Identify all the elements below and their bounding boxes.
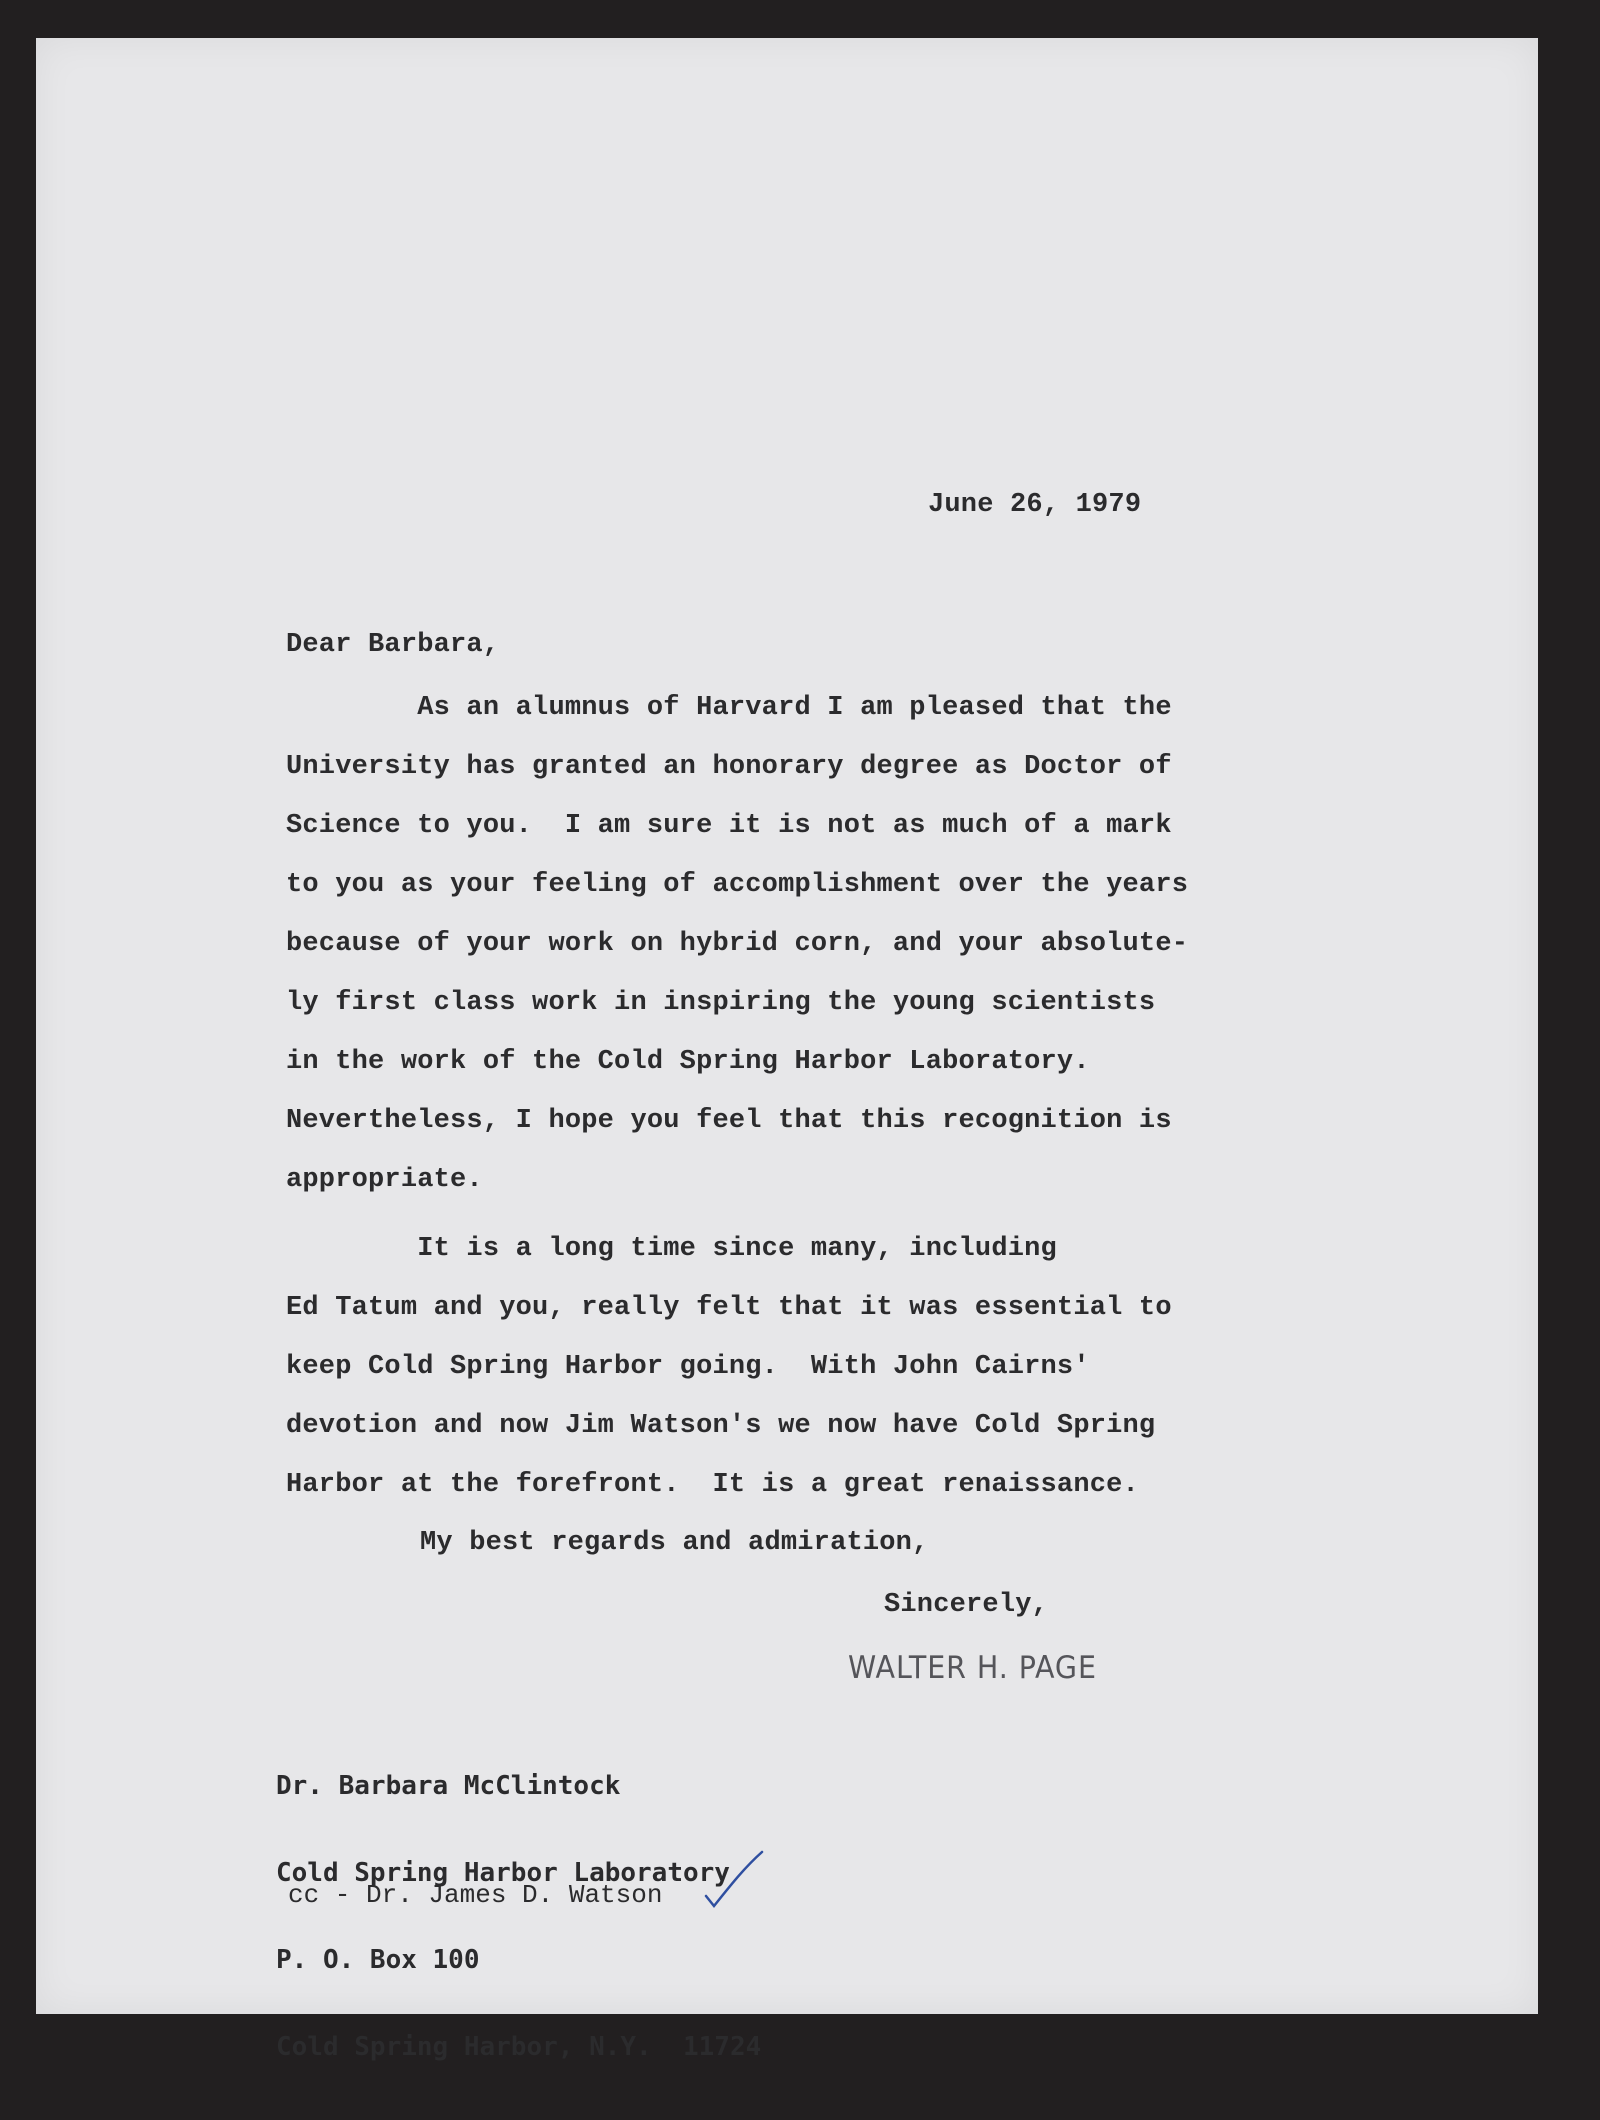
salutation: Dear Barbara, [286, 630, 500, 660]
cc-line: cc - Dr. James D. Watson [288, 1880, 663, 1910]
address-city: Cold Spring Harbor, N.Y. 11724 [276, 2032, 762, 2062]
body-line: appropriate. [286, 1165, 483, 1195]
recipient-address [276, 1714, 761, 2120]
checkmark-icon [700, 1846, 770, 1916]
address-org: Cold Spring Harbor Laboratory [276, 1858, 730, 1888]
body-line: Nevertheless, I hope you feel that this recognition is [286, 1106, 1172, 1136]
address-name: Dr. Barbara McClintock [276, 1771, 621, 1801]
body-line: Science to you. I am sure it is not as much of a mark [286, 811, 1172, 841]
regards-line: My best regards and admiration, [420, 1528, 929, 1558]
address-box: P. O. Box 100 [276, 1945, 480, 1975]
closing: Sincerely, [884, 1590, 1049, 1620]
body-line: ly first class work in inspiring the young scientists [286, 988, 1156, 1018]
body-line: Harbor at the forefront. It is a great renaissance. [286, 1470, 1139, 1500]
letter-page [36, 38, 1538, 2062]
body-line: University has granted an honorary degree as Doctor of [286, 752, 1172, 782]
body-line: to you as your feeling of accomplishment over the years [286, 870, 1189, 900]
letter-date: June 26, 1979 [928, 490, 1142, 520]
body-line: in the work of the Cold Spring Harbor Laboratory. [286, 1047, 1090, 1077]
body-line: It is a long time since many, including [286, 1234, 1057, 1264]
body-line: devotion and now Jim Watson's we now have Cold Spring [286, 1411, 1156, 1441]
body-line: As an alumnus of Harvard I am pleased that the [286, 693, 1172, 723]
body-line: Ed Tatum and you, really felt that it was essential to [286, 1293, 1172, 1323]
signature-stamp: WALTER H. PAGE [848, 1650, 1097, 1686]
body-line: because of your work on hybrid corn, and your absolute- [286, 929, 1189, 959]
body-line: keep Cold Spring Harbor going. With John Cairns' [286, 1352, 1090, 1382]
